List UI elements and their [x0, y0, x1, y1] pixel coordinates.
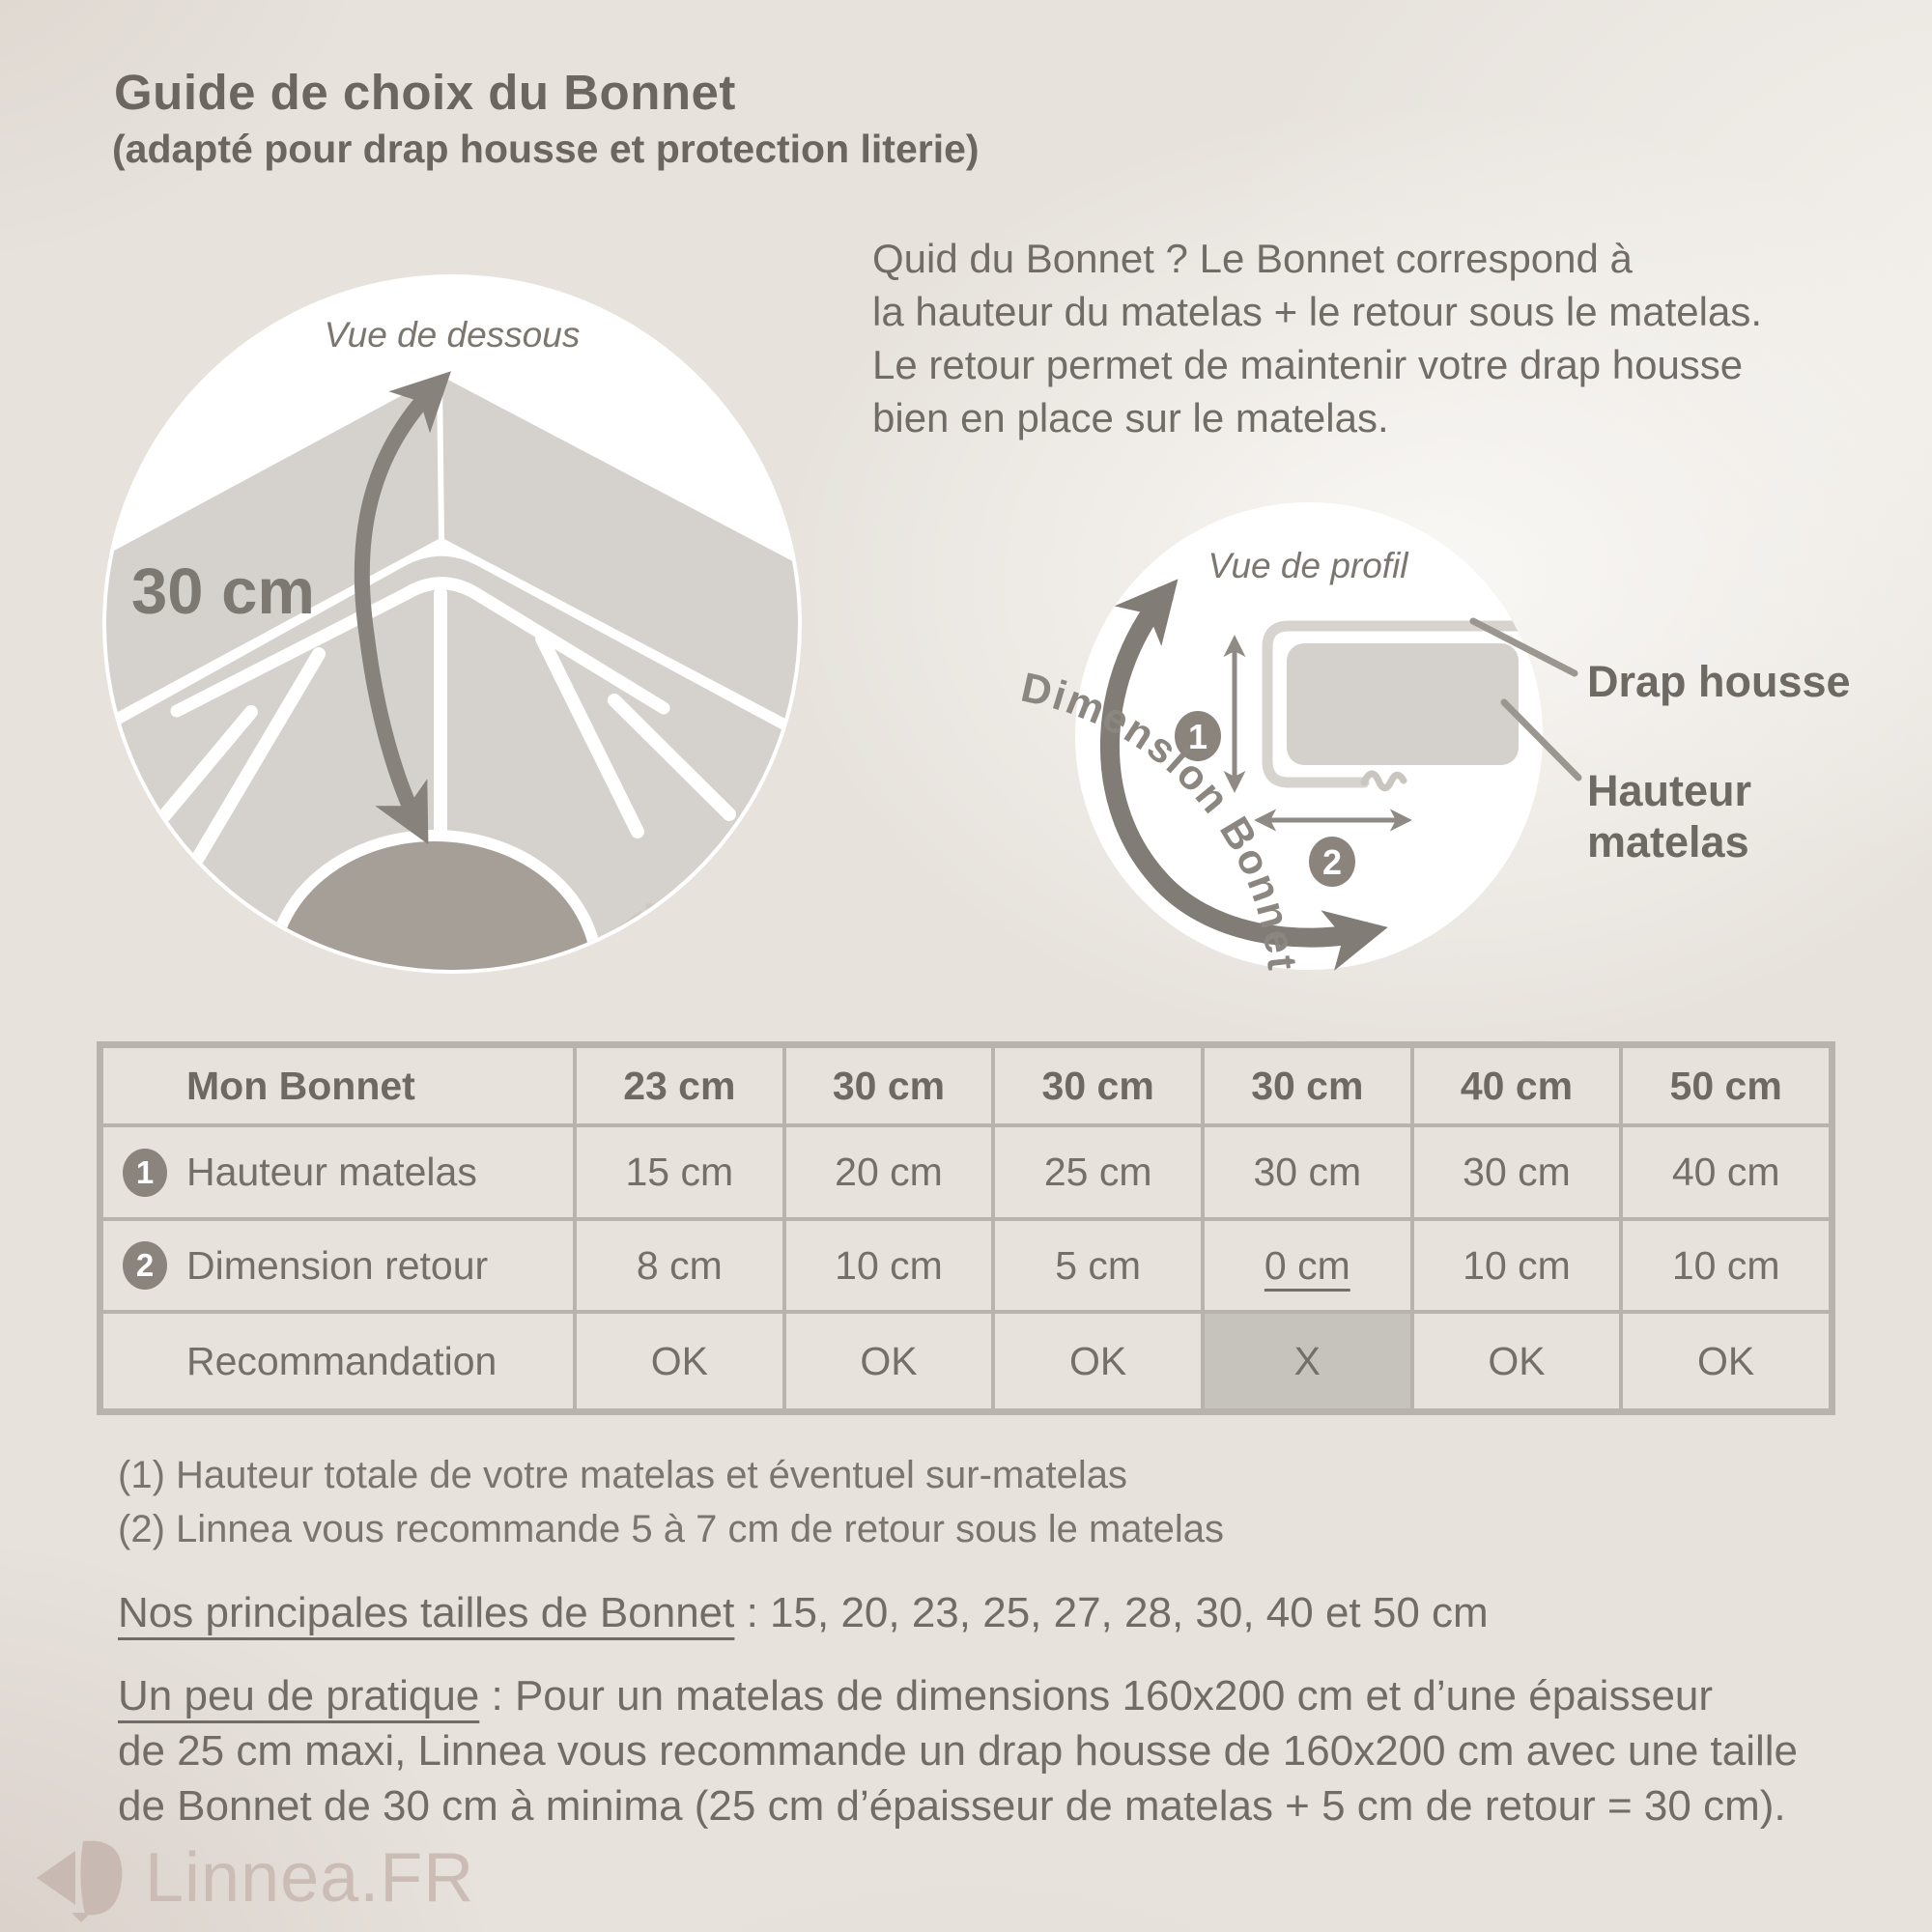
- practice-line-1: [118, 1668, 1798, 1723]
- table-badge-2: 2: [123, 1241, 167, 1290]
- sizes-line-values: : 15, 20, 23, 25, 27, 28, 30, 40 et 50 cm: [734, 1589, 1489, 1636]
- practice-line-1-rest: : Pour un matelas de dimensions 160x200 cm et d’une épaisseur: [479, 1672, 1714, 1719]
- hauteur-matelas-label: [1587, 765, 1751, 867]
- retour-value-5: 10 cm: [1412, 1219, 1622, 1312]
- retour-value-4: 0 cm: [1203, 1219, 1412, 1312]
- practice-line-3: de Bonnet de 30 cm à minima (25 cm d’épaisseur de matelas + 5 cm de retour = 30 cm).: [118, 1782, 1786, 1830]
- table-header-col-5: 40 cm: [1412, 1046, 1622, 1125]
- retour-value-3: 5 cm: [993, 1219, 1203, 1312]
- hauteur-matelas-line-2: matelas: [1587, 817, 1749, 867]
- reco-value-2: OK: [784, 1312, 994, 1410]
- practice-label: Un peu de pratique: [118, 1672, 480, 1719]
- table-header-col-1: 23 cm: [575, 1046, 784, 1125]
- table-header-col-6: 50 cm: [1621, 1046, 1831, 1125]
- hauteur-value-2: 20 cm: [784, 1125, 994, 1219]
- footnote-1: (1) Hauteur totale de votre matelas et éventuel sur-matelas: [118, 1454, 1127, 1496]
- retour-label-text: Dimension retour: [186, 1242, 489, 1288]
- table-header-mon-bonnet: Mon Bonnet: [101, 1046, 575, 1125]
- reco-value-5: OK: [1412, 1312, 1622, 1410]
- retour-value-2: 10 cm: [784, 1219, 994, 1312]
- brand-logo-text: Linnea.FR: [145, 1839, 475, 1917]
- page-subtitle: (adapté pour drap housse et protection literie): [112, 127, 980, 171]
- hauteur-value-5: 30 cm: [1412, 1125, 1622, 1219]
- retour-value-1: 8 cm: [575, 1219, 784, 1312]
- bonnet-measure-value: 30 cm: [131, 555, 315, 628]
- brand-logo: [35, 1833, 474, 1922]
- practice-paragraph: [118, 1668, 1798, 1833]
- drap-housse-label: Drap housse: [1587, 657, 1851, 706]
- hauteur-value-3: 25 cm: [993, 1125, 1203, 1219]
- badge-2-number: 2: [1321, 842, 1343, 882]
- badge-1-number: 1: [1187, 717, 1208, 756]
- bonnet-table: [97, 1041, 1835, 1415]
- page-title: Guide de choix du Bonnet: [114, 65, 736, 120]
- reco-value-6: OK: [1621, 1312, 1831, 1410]
- reco-value-3: OK: [993, 1312, 1203, 1410]
- bottom-view-diagram: [92, 266, 816, 990]
- profile-view-caption: Vue de profil: [1208, 546, 1408, 585]
- sizes-line: [118, 1589, 1489, 1637]
- table-row-reco-label: [101, 1312, 575, 1410]
- reco-label-text: Recommandation: [186, 1338, 497, 1383]
- linnea-logo-icon: [35, 1833, 128, 1922]
- hauteur-label-text: Hauteur matelas: [186, 1150, 477, 1194]
- dimension-bonnet-curved-label: Dimension Bonnet: [1016, 664, 1306, 975]
- mattress-profile: [1287, 643, 1519, 765]
- table-row-hauteur-label: [101, 1125, 575, 1219]
- table-badge-1: 1: [123, 1149, 167, 1197]
- hauteur-value-4: 30 cm: [1203, 1125, 1412, 1219]
- intro-line-4: bien en place sur le matelas.: [872, 395, 1389, 440]
- retour-value-6: 10 cm: [1621, 1219, 1831, 1312]
- hauteur-value-6: 40 cm: [1621, 1125, 1831, 1219]
- footnote-2: (2) Linnea vous recommande 5 à 7 cm de retour sous le matelas: [118, 1508, 1225, 1550]
- sizes-line-label: Nos principales tailles de Bonnet: [118, 1589, 735, 1636]
- practice-line-2: de 25 cm maxi, Linnea vous recommande un drap housse de 160x200 cm avec une taille: [118, 1727, 1799, 1775]
- table-header-col-2: 30 cm: [784, 1046, 994, 1125]
- hauteur-value-1: 15 cm: [575, 1125, 784, 1219]
- hauteur-matelas-line-1: Hauteur: [1587, 766, 1752, 815]
- intro-paragraph: [872, 232, 1762, 444]
- table-header-col-4: 30 cm: [1203, 1046, 1412, 1125]
- reco-value-1: OK: [575, 1312, 784, 1410]
- reco-value-4: X: [1203, 1312, 1412, 1410]
- table-header-col-3: 30 cm: [993, 1046, 1203, 1125]
- intro-line-1: Quid du Bonnet ? Le Bonnet correspond à: [872, 236, 1633, 281]
- intro-line-2: la hauteur du matelas + le retour sous le matelas.: [872, 289, 1763, 334]
- bottom-view-caption: Vue de dessous: [324, 315, 581, 355]
- intro-line-3: Le retour permet de maintenir votre drap housse: [872, 342, 1744, 387]
- table-row-retour-label: [101, 1219, 575, 1312]
